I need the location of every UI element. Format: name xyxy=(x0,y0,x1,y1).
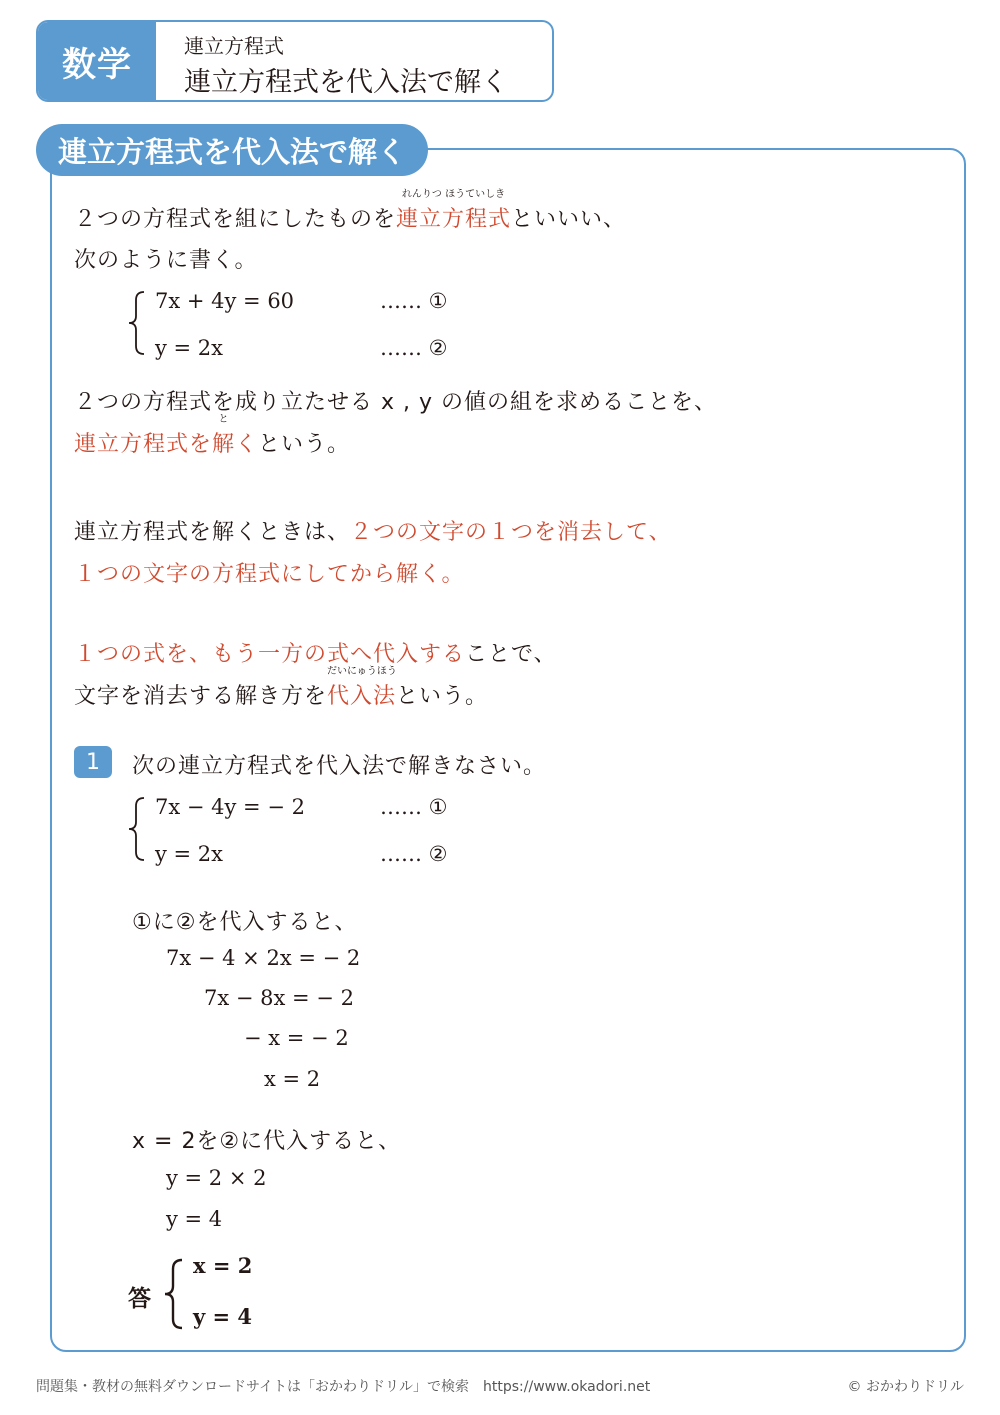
equation-2: y = 2x xyxy=(155,336,224,360)
step2-line: y = 2 × 2 xyxy=(166,1166,267,1190)
section-title: 連立方程式を代入法で解く xyxy=(36,124,428,176)
left-brace xyxy=(126,796,148,862)
problem-equation-1: 7x − 4y = − 2 xyxy=(155,795,305,819)
intro-line-1 xyxy=(74,189,627,233)
intro-text: といいい、 xyxy=(511,207,627,232)
left-brace xyxy=(126,290,148,356)
term-solve-system: 連立方程式を と 解くという。 xyxy=(74,427,350,458)
furigana: と xyxy=(218,414,229,425)
step1-line: − x = − 2 xyxy=(244,1026,349,1050)
step2-line: y = 4 xyxy=(166,1207,223,1231)
category-label: 連立方程式 xyxy=(184,34,284,58)
problem-instruction: 次の連立方程式を代入法で解きなさい。 xyxy=(132,754,547,779)
intro-line-3: ２つの方程式を成り立たせる x , y の値の組を求めることを、 xyxy=(74,390,718,415)
footer-text: 問題集・教材の無料ダウンロードサイトは「おかわりドリル」で検索 https://www.okadori.net xyxy=(36,1379,651,1395)
equation-1: 7x + 4y = 60 xyxy=(155,289,295,313)
step1-line: 7x − 4 × 2x = − 2 xyxy=(166,946,361,970)
answer-label: 答 xyxy=(128,1286,151,1312)
subject-label: 数学 xyxy=(38,22,156,100)
furigana: だいにゅうほう xyxy=(327,666,397,677)
intro-line-7: １つの式を、もう一方の式へ代入することで、 xyxy=(74,642,557,667)
step1-label: ①に②を代入すると、 xyxy=(132,910,358,935)
furigana: れんりつ ほうていしき xyxy=(401,189,506,200)
intro-line-6: １つの文字の方程式にしてから解く。 xyxy=(74,562,465,587)
equation-2-mark: …… ② xyxy=(380,336,448,360)
term-dainyuuhou: だいにゅうほう 代入法 xyxy=(327,679,396,710)
page-title: 連立方程式を代入法で解く xyxy=(184,67,508,98)
step2-label: x = 2を②に代入すると、 xyxy=(132,1129,402,1154)
step1-line: x = 2 xyxy=(264,1067,321,1091)
term-renritsu-houteishiki: れんりつ ほうていしき 連立方程式 xyxy=(396,202,511,233)
equation-1-mark: …… ① xyxy=(380,289,448,313)
problem-equation-1-mark: …… ① xyxy=(380,795,448,819)
intro-line-8: 文字を消去する解き方を だいにゅうほう 代入法という。 xyxy=(74,679,488,710)
problem-number-badge: 1 xyxy=(74,746,112,778)
problem-equation-2: y = 2x xyxy=(155,842,224,866)
footer-copyright: © おかわりドリル xyxy=(847,1379,964,1395)
left-brace xyxy=(162,1258,186,1330)
intro-line-2: 次のように書く。 xyxy=(74,248,258,273)
intro-line-5: 連立方程式を解くときは、２つの文字の１つを消去して、 xyxy=(74,520,672,545)
header-box xyxy=(36,20,554,102)
answer-x: x = 2 xyxy=(193,1253,253,1278)
step1-line: 7x − 8x = − 2 xyxy=(204,986,354,1010)
problem-equation-2-mark: …… ② xyxy=(380,842,448,866)
answer-y: y = 4 xyxy=(193,1304,253,1329)
intro-text: ２つの方程式を組にしたものを xyxy=(74,207,397,232)
